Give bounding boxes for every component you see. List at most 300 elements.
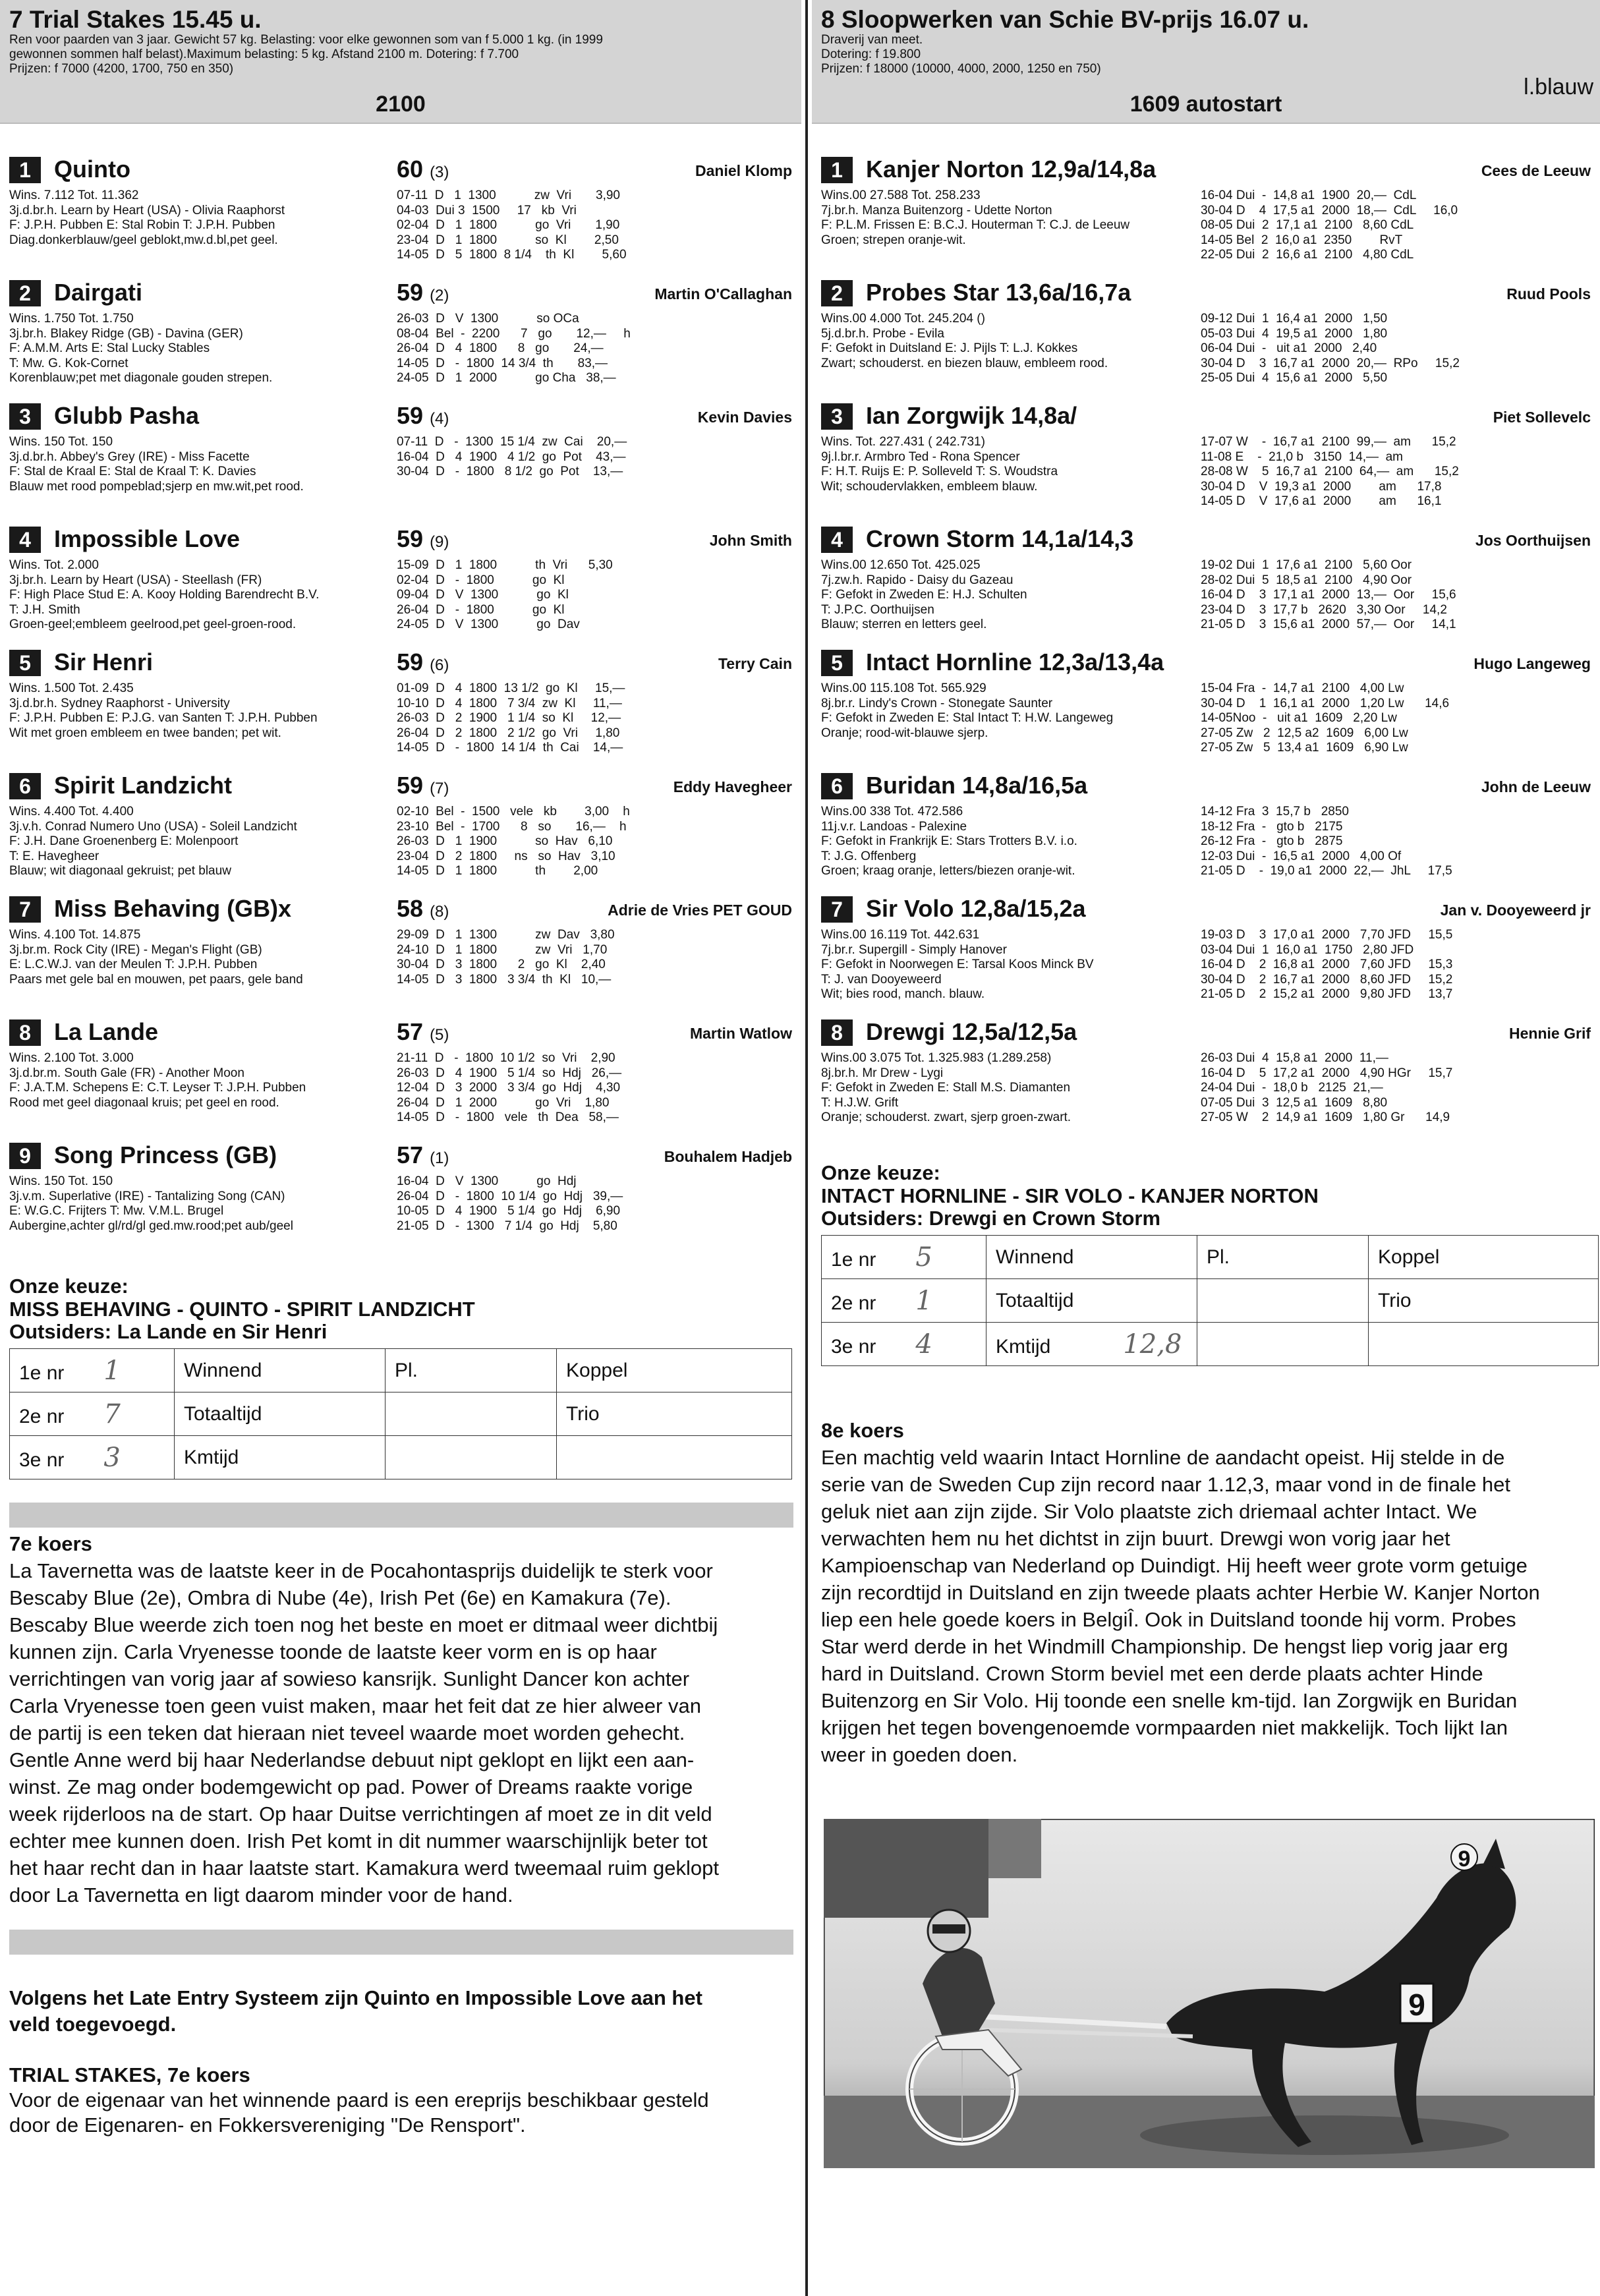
post-number: 3 bbox=[821, 403, 853, 430]
row-label-text: 2e nr bbox=[831, 1292, 876, 1314]
our-pick-right bbox=[812, 1161, 1600, 1366]
row-label bbox=[10, 1436, 175, 1479]
article-line: Kampioenschap van Nederland op Duindigt. Hij heeft weer grote vorm getuige bbox=[821, 1554, 1528, 1577]
article-line: kunnen zijn. Carla Vryenesse toonde de laatste keer vorm en is op haar bbox=[9, 1640, 657, 1663]
weight-value: 59 bbox=[397, 648, 424, 675]
detail-line: F: H.T. Ruijs E: P. Solleveld T: S. Woudstra bbox=[821, 465, 1058, 478]
trial-line: Voor de eigenaar van het winnende paard is een ereprijs beschikbaar gesteld bbox=[9, 2088, 709, 2111]
row-pl: Pl. bbox=[386, 1349, 557, 1392]
bib-number: 9 bbox=[1408, 1988, 1425, 2022]
row-extra bbox=[557, 1436, 792, 1479]
late-entry-note bbox=[0, 1985, 801, 2038]
detail-line: Blauw; sterren en letters geel. bbox=[821, 617, 987, 631]
article-line: week rijderloos na de start. Op haar Duitse verrichtingen af moet ze in dit veld bbox=[9, 1802, 712, 1825]
horse-entry bbox=[0, 521, 801, 645]
row-field-text: Kmtijd bbox=[184, 1446, 239, 1468]
horse-name: Drewgi 12,5a/12,5a bbox=[866, 1018, 1077, 1045]
jockey-name: Eddy Havegheer bbox=[673, 778, 792, 795]
pick-title: Onze keuze: bbox=[821, 1161, 940, 1184]
detail-line: Wins.00 12.650 Tot. 425.025 bbox=[821, 558, 981, 572]
article-7e-koers bbox=[0, 1530, 801, 1909]
pick-title: Onze keuze: bbox=[9, 1275, 129, 1298]
form-row: 16-04 Dui - 14,8 a1 1900 20,— CdL bbox=[1201, 188, 1417, 202]
detail-line: T: H.J.W. Grift bbox=[821, 1095, 899, 1110]
race-info-line: Draverij van meet. bbox=[821, 33, 923, 47]
race-info-line: Prijzen: f 18000 (10000, 4000, 2000, 1250 en 750) bbox=[821, 62, 1101, 76]
horse-weight bbox=[397, 402, 449, 430]
row-field bbox=[986, 1279, 1197, 1323]
form-row: 27-05 Zw 2 12,5 a2 1609 6,00 Lw bbox=[1201, 726, 1408, 740]
horse-entry bbox=[0, 275, 801, 398]
form-row: 16-04 D 2 16,8 a1 2000 7,60 JFD 15,3 bbox=[1201, 958, 1453, 971]
row-pl bbox=[1197, 1279, 1369, 1323]
form-row: 23-10 Bel - 1700 8 so 16,— h bbox=[397, 819, 627, 834]
post-number: 5 bbox=[821, 650, 853, 676]
horse-entry bbox=[0, 768, 801, 891]
form-row: 26-04 D - 1800 10 1/4 go Hdj 39,— bbox=[397, 1189, 623, 1203]
article-line: verwachten hem nu het dichtst in zijn buurt. Drewgi won vorig jaar het bbox=[821, 1527, 1450, 1550]
detail-line: 8j.br.h. Mr Drew - Lygi bbox=[821, 1066, 944, 1080]
row-extra: Koppel bbox=[557, 1349, 792, 1392]
form-row: 14-05 D 5 1800 8 1/4 th Kl 5,60 bbox=[397, 248, 627, 262]
detail-line: Wins. 4.400 Tot. 4.400 bbox=[9, 805, 134, 818]
form-row: 24-05 D 1 2000 go Cha 38,— bbox=[397, 371, 616, 385]
head-number: 9 bbox=[1458, 1847, 1471, 1872]
form-table bbox=[397, 188, 627, 263]
detail-line: 9j.l.br.r. Armbro Ted - Rona Spencer bbox=[821, 449, 1020, 464]
horse-details bbox=[9, 681, 391, 741]
race-info-line: Prijzen: f 7000 (4200, 1700, 750 en 350) bbox=[9, 62, 234, 76]
horse-details bbox=[821, 928, 1203, 1002]
form-row: 25-05 Dui 4 15,6 a1 2000 5,50 bbox=[1201, 371, 1388, 385]
form-table bbox=[1201, 188, 1458, 263]
row-extra bbox=[1369, 1323, 1599, 1366]
horse-entry bbox=[812, 1014, 1600, 1137]
article-line: serie van de Sweden Cup zijn record naar 1.12,3, maar vond in de finale het bbox=[821, 1473, 1511, 1496]
horse-name: Ian Zorgwijk 14,8a/ bbox=[866, 402, 1077, 429]
detail-line: Wins.00 338 Tot. 472.586 bbox=[821, 805, 963, 818]
horse-weight bbox=[397, 279, 449, 306]
article-line: Star werd derde in het Windmill Championship. De hengst liep vorig jaar erg bbox=[821, 1635, 1508, 1658]
form-row: 21-11 D - 1800 10 1/2 so Vri 2,90 bbox=[397, 1051, 615, 1065]
form-row: 14-05 D 1 1800 th 2,00 bbox=[397, 864, 598, 878]
article-line: echter mee kunnen doen. Irish Pet komt in dit nummer waarschijnlijk beter tot bbox=[9, 1829, 708, 1852]
race-title: 7 Trial Stakes 15.45 u. bbox=[9, 6, 262, 33]
detail-line: Aubergine,achter gl/rd/gl ged.mw.rood;pet aub/geel bbox=[9, 1219, 293, 1233]
handwritten-number: 3 bbox=[103, 1442, 121, 1473]
detail-line: 7j.br.r. Supergill - Simply Hanover bbox=[821, 942, 1007, 957]
form-row: 15-09 D 1 1800 th Vri 5,30 bbox=[397, 558, 613, 572]
detail-line: Wins. Tot. 227.431 ( 242.731) bbox=[821, 435, 985, 449]
detail-line: Wins.00 3.075 Tot. 1.325.983 (1.289.258) bbox=[821, 1051, 1052, 1065]
pick-text: MISS BEHAVING - QUINTO - SPIRIT LANDZICHT bbox=[9, 1298, 475, 1321]
detail-line: Blauw met rood pompeblad;sjerp en mw.wit,pet rood. bbox=[9, 479, 304, 494]
detail-line: Diag.donkerblauw/geel geblokt,mw.d.bl,pet geel. bbox=[9, 233, 278, 247]
detail-line: Wit; bies rood, manch. blauw. bbox=[821, 987, 985, 1001]
form-row: 11-08 E - 21,0 b 3150 14,— am bbox=[1201, 449, 1403, 464]
detail-line: Wins.00 4.000 Tot. 245.204 () bbox=[821, 312, 985, 326]
horse-name: Impossible Love bbox=[54, 525, 241, 552]
form-table bbox=[1201, 928, 1452, 1002]
article-line: verrichtingen van vorig jaar af sowieso kansrijk. Sunlight Dancer kon achter bbox=[9, 1667, 690, 1690]
jockey-name: Cees de Leeuw bbox=[1481, 162, 1591, 179]
article-line: Carla Vryenesse toen geen vuist maken, maar het feit dat ze hier alweer van bbox=[9, 1694, 701, 1717]
jockey-name: John de Leeuw bbox=[1481, 778, 1591, 795]
article-line: weer in goeden doen. bbox=[821, 1743, 1018, 1766]
form-row: 07-11 D 1 1300 zw Vri 3,90 bbox=[397, 188, 620, 202]
horse-details bbox=[9, 805, 391, 879]
form-table bbox=[1201, 435, 1459, 509]
form-row: 26-03 D 4 1900 5 1/4 so Hdj 26,— bbox=[397, 1066, 622, 1080]
horse-details bbox=[9, 435, 391, 494]
detail-line: 3j.d.br.m. South Gale (FR) - Another Moon bbox=[9, 1066, 244, 1080]
detail-line: 3j.br.m. Rock City (IRE) - Megan's Flight (GB) bbox=[9, 942, 262, 957]
row-extra: Trio bbox=[557, 1392, 792, 1436]
detail-line: Rood met geel diagonaal kruis; pet geel en rood. bbox=[9, 1095, 279, 1110]
post-number: 1 bbox=[821, 157, 853, 183]
form-row: 16-04 D V 1300 go Hdj bbox=[397, 1174, 577, 1188]
row-field bbox=[175, 1349, 386, 1392]
form-row: 21-05 D - 1300 7 1/4 go Hdj 5,80 bbox=[397, 1219, 617, 1233]
horse-entry bbox=[0, 398, 801, 521]
form-row: 16-04 D 3 17,1 a1 2000 13,— Oor 15,6 bbox=[1201, 588, 1456, 602]
post-number: 6 bbox=[821, 773, 853, 799]
form-row: 24-04 Dui - 18,0 b 2125 21,— bbox=[1201, 1081, 1383, 1095]
article-heading: 7e koers bbox=[9, 1532, 92, 1555]
detail-line: 3j.br.h. Learn by Heart (USA) - Steellash (FR) bbox=[9, 573, 262, 587]
horse-details bbox=[9, 312, 391, 386]
detail-line: Wins. Tot. 2.000 bbox=[9, 558, 99, 572]
form-row: 09-12 Dui 1 16,4 a1 2000 1,50 bbox=[1201, 312, 1388, 326]
jockey-name: Daniel Klomp bbox=[695, 162, 792, 179]
handwritten-number: 4 bbox=[915, 1329, 932, 1360]
jockey-name: Terry Cain bbox=[718, 655, 792, 672]
form-row: 08-05 Dui 2 17,1 a1 2100 8,60 CdL bbox=[1201, 218, 1414, 232]
horse-details bbox=[821, 805, 1203, 879]
detail-line: F: J.P.H. Pubben E: P.J.G. van Santen T: J.P.H. Pubben bbox=[9, 711, 318, 725]
draw-number: (8) bbox=[430, 903, 449, 921]
form-row: 30-04 D V 19,3 a1 2000 am 17,8 bbox=[1201, 479, 1442, 494]
detail-line: Oranje; rood-wit-blauwe sjerp. bbox=[821, 726, 988, 740]
detail-line: 7j.zw.h. Rapido - Daisy du Gazeau bbox=[821, 573, 1014, 587]
detail-line: 5j.d.br.h. Probe - Evila bbox=[821, 326, 944, 341]
post-number: 7 bbox=[821, 896, 853, 923]
form-row: 14-05 D - 1800 vele th Dea 58,— bbox=[397, 1110, 619, 1124]
detail-line: F: Gefokt in Noorwegen E: Tarsal Koos Minck BV bbox=[821, 958, 1094, 971]
jockey-name: Kevin Davies bbox=[697, 409, 792, 426]
detail-line: 8j.br.r. Lindy's Crown - Stonegate Saunter bbox=[821, 696, 1053, 710]
horse-name: Sir Volo 12,8a/15,2a bbox=[866, 895, 1086, 922]
section-bar bbox=[9, 1503, 793, 1528]
jockey-name: Hennie Grif bbox=[1509, 1025, 1591, 1042]
horse-weight bbox=[397, 772, 449, 799]
result-row bbox=[822, 1236, 1599, 1279]
form-table bbox=[397, 1174, 623, 1234]
article-line: winst. Ze mag onder bodemgewicht op pad. Power of Dreams raakte vorige bbox=[9, 1775, 693, 1798]
post-number: 4 bbox=[9, 527, 41, 553]
weight-value: 59 bbox=[397, 772, 424, 799]
horse-details bbox=[9, 928, 391, 987]
detail-line: F: J.P.H. Pubben E: Stal Robin T: J.P.H. Pubben bbox=[9, 218, 275, 232]
form-row: 08-04 Bel - 2200 7 go 12,— h bbox=[397, 326, 631, 341]
draw-number: (2) bbox=[430, 287, 449, 304]
section-bar bbox=[9, 1930, 793, 1955]
horse-details bbox=[9, 1051, 391, 1110]
race-header-7 bbox=[0, 0, 801, 124]
form-row: 02-04 D - 1800 go Kl bbox=[397, 573, 565, 587]
horse-entry bbox=[812, 275, 1600, 398]
horse-list bbox=[0, 152, 801, 1261]
form-table bbox=[1201, 558, 1456, 633]
draw-number: (1) bbox=[430, 1149, 449, 1167]
form-row: 26-03 Dui 4 15,8 a1 2000 11,— bbox=[1201, 1051, 1388, 1065]
result-table bbox=[9, 1348, 792, 1479]
detail-line: F: Stal de Kraal E: Stal de Kraal T: K. Davies bbox=[9, 465, 256, 478]
post-number: 9 bbox=[9, 1143, 41, 1169]
result-row bbox=[822, 1323, 1599, 1366]
horse-name: Probes Star 13,6a/16,7a bbox=[866, 279, 1131, 306]
draw-number: (4) bbox=[430, 410, 449, 428]
detail-line: 3j.d.br.h. Abbey's Grey (IRE) - Miss Facette bbox=[9, 449, 250, 464]
detail-line: T: J.H. Smith bbox=[9, 602, 80, 617]
horse-weight bbox=[397, 156, 449, 183]
article-line: Bescaby Blue (2e), Ombra di Nube (4e), Irish Pet (6e) en Kamakura (7e). bbox=[9, 1586, 671, 1609]
horse-entry bbox=[0, 1014, 801, 1137]
row-field-text: Totaaltijd bbox=[184, 1402, 262, 1425]
horse-details bbox=[821, 435, 1203, 494]
form-row: 22-05 Dui 2 16,6 a1 2100 4,80 CdL bbox=[1201, 248, 1414, 262]
jockey-name: Adrie de Vries PET GOUD bbox=[608, 902, 792, 919]
form-row: 30-04 D 4 17,5 a1 2000 18,— CdL 16,0 bbox=[1201, 203, 1458, 217]
form-table bbox=[397, 928, 615, 987]
detail-line: Wins.00 27.588 Tot. 258.233 bbox=[821, 188, 981, 202]
right-column bbox=[812, 0, 1600, 2296]
detail-line: E: W.G.C. Frijters T: Mw. V.M.L. Brugel bbox=[9, 1204, 224, 1218]
detail-line: Wins.00 16.119 Tot. 442.631 bbox=[821, 928, 980, 942]
form-row: 09-04 D V 1300 go Kl bbox=[397, 588, 569, 602]
form-table bbox=[397, 1051, 621, 1126]
detail-line: Wins. 1.750 Tot. 1.750 bbox=[9, 312, 134, 326]
handwritten-time: 12,8 bbox=[1123, 1329, 1182, 1360]
form-row: 14-05 D - 1800 14 3/4 th 83,— bbox=[397, 356, 608, 370]
jockey-name: Bouhalem Hadjeb bbox=[664, 1148, 792, 1165]
race-info-line: Dotering: f 19.800 bbox=[821, 47, 921, 61]
form-row: 30-04 D 3 1800 2 go Kl 2,40 bbox=[397, 958, 606, 971]
form-row: 16-04 D 4 1900 4 1/2 go Pot 43,— bbox=[397, 449, 626, 464]
article-line: Bescaby Blue weerde zich toen nog het beste en moet er ditmaal weer dichtbij bbox=[9, 1613, 718, 1636]
result-row bbox=[822, 1279, 1599, 1323]
form-row: 12-04 D 3 2000 3 3/4 go Hdj 4,30 bbox=[397, 1081, 621, 1095]
weight-value: 59 bbox=[397, 402, 424, 429]
detail-line: F: J.H. Dane Groenenberg E: Molenpoort bbox=[9, 834, 239, 848]
detail-line: F: Gefokt in Zweden E: Stal Intact T: H.W. Langeweg bbox=[821, 711, 1114, 725]
detail-line: Wit met groen embleem en twee banden; pet wit. bbox=[9, 726, 281, 740]
detail-line: F: Gefokt in Zweden E: Stall M.S. Diamanten bbox=[821, 1081, 1071, 1095]
horse-entry bbox=[0, 645, 801, 768]
article-8e-koers bbox=[812, 1417, 1600, 1768]
detail-line: T: J. van Dooyeweerd bbox=[821, 972, 942, 987]
detail-line: Wins.00 115.108 Tot. 565.929 bbox=[821, 681, 986, 695]
form-row: 21-05 D 2 15,2 a1 2000 9,80 JFD 13,7 bbox=[1201, 987, 1453, 1001]
form-table bbox=[397, 312, 631, 386]
form-row: 19-03 D 3 17,0 a1 2000 7,70 JFD 15,5 bbox=[1201, 928, 1453, 942]
jockey-name: Martin Watlow bbox=[689, 1025, 792, 1042]
row-field bbox=[986, 1236, 1197, 1279]
late-entry-line: Volgens het Late Entry Systeem zijn Quinto en Impossible Love aan het bbox=[9, 1986, 702, 2009]
form-row: 23-04 D 1 1800 so Kl 2,50 bbox=[397, 233, 619, 247]
article-line: La Tavernetta was de laatste keer in de Pocahontasprijs duidelijk te sterk voor bbox=[9, 1559, 713, 1582]
form-row: 24-10 D 1 1800 zw Vri 1,70 bbox=[397, 942, 608, 957]
detail-line: 3j.br.h. Blakey Ridge (GB) - Davina (GER) bbox=[9, 326, 243, 341]
form-row: 28-08 W 5 16,7 a1 2100 64,— am 15,2 bbox=[1201, 465, 1459, 478]
post-number: 8 bbox=[821, 1019, 853, 1046]
form-row: 27-05 Zw 5 13,4 a1 1609 6,90 Lw bbox=[1201, 741, 1408, 755]
article-line: Gentle Anne werd bij haar Nederlandse debuut nipt geklopt en lijkt een aan- bbox=[9, 1748, 695, 1771]
detail-line: T: Mw. G. Kok-Cornet bbox=[9, 356, 129, 370]
detail-line: 3j.d.br.h. Sydney Raaphorst - University bbox=[9, 696, 230, 710]
horse-name: La Lande bbox=[54, 1018, 159, 1045]
post-number: 4 bbox=[821, 527, 853, 553]
row-field bbox=[175, 1436, 386, 1479]
post-number: 2 bbox=[9, 280, 41, 306]
horse-entry bbox=[0, 891, 801, 1014]
weight-value: 57 bbox=[397, 1018, 424, 1045]
form-row: 26-04 D 4 1800 8 go 24,— bbox=[397, 341, 604, 355]
form-row: 21-05 D 3 15,6 a1 2000 57,— Oor 14,1 bbox=[1201, 617, 1456, 631]
form-row: 14-12 Fra 3 15,7 b 2850 bbox=[1201, 805, 1349, 818]
article-line: krijgen het tegen bovengenoemde vormpaarden niet makkelijk. Toch lijkt Ian bbox=[821, 1716, 1508, 1739]
row-label bbox=[10, 1349, 175, 1392]
detail-line: 3j.v.m. Superlative (IRE) - Tantalizing Song (CAN) bbox=[9, 1189, 285, 1203]
jockey-name: John Smith bbox=[709, 532, 792, 549]
row-label-text: 2e nr bbox=[19, 1405, 65, 1427]
form-row: 16-04 D 5 17,2 a1 2000 4,90 HGr 15,7 bbox=[1201, 1066, 1453, 1080]
post-number: 2 bbox=[821, 280, 853, 306]
row-label-text: 3e nr bbox=[831, 1335, 876, 1358]
weight-value: 59 bbox=[397, 279, 424, 306]
jockey-name: Hugo Langeweg bbox=[1473, 655, 1591, 672]
draw-number: (3) bbox=[430, 163, 449, 181]
form-row: 26-04 D 2 1800 2 1/2 go Vri 1,80 bbox=[397, 726, 620, 740]
result-row bbox=[10, 1392, 792, 1436]
race-photo bbox=[824, 1819, 1595, 2168]
form-row: 10-05 D 4 1900 5 1/4 go Hdj 6,90 bbox=[397, 1204, 621, 1218]
row-field-text: Totaaltijd bbox=[996, 1289, 1074, 1311]
horse-weight bbox=[397, 895, 449, 923]
detail-line: F: J.A.T.M. Schepens E: C.T. Leyser T: J.P.H. Pubben bbox=[9, 1081, 306, 1095]
form-row: 05-03 Dui 4 19,5 a1 2000 1,80 bbox=[1201, 326, 1388, 341]
handwritten-number: 5 bbox=[915, 1242, 932, 1273]
detail-line: F: P.L.M. Frissen E: B.C.J. Houterman T: C.J. de Leeuw bbox=[821, 218, 1130, 232]
form-row: 02-10 Bel - 1500 vele kb 3,00 h bbox=[397, 805, 630, 818]
form-row: 10-10 D 4 1800 7 3/4 zw Kl 11,— bbox=[397, 696, 622, 710]
post-number: 3 bbox=[9, 403, 41, 430]
detail-line: Korenblauw;pet met diagonale gouden strepen. bbox=[9, 371, 273, 385]
horse-entry bbox=[812, 768, 1600, 891]
article-line: Buitenzorg en Sir Volo. Hij toonde een snelle km-tijd. Ian Zorgwijk en Buridan bbox=[821, 1689, 1518, 1712]
horse-details bbox=[9, 558, 391, 633]
result-table bbox=[821, 1235, 1599, 1366]
form-row: 07-05 Dui 3 12,5 a1 1609 8,80 bbox=[1201, 1095, 1388, 1110]
form-row: 14-05 D 3 1800 3 3/4 th Kl 10,— bbox=[397, 972, 612, 987]
detail-line: T: J.G. Offenberg bbox=[821, 849, 917, 863]
article-line: door La Tavernetta en ligt daarom minder voor de hand. bbox=[9, 1883, 513, 1907]
detail-line: Paars met gele bal en mouwen, pet paars, gele band bbox=[9, 972, 303, 987]
form-row: 23-04 D 3 17,7 b 2620 3,30 Oor 14,2 bbox=[1201, 602, 1447, 617]
detail-line: Wins. 7.112 Tot. 11.362 bbox=[9, 188, 139, 202]
form-row: 30-04 D 1 16,1 a1 2000 1,20 Lw 14,6 bbox=[1201, 696, 1450, 710]
row-label bbox=[10, 1392, 175, 1436]
trial-line: door de Eigenaren- en Fokkersvereniging "De Rensport". bbox=[9, 2113, 526, 2137]
post-number: 7 bbox=[9, 896, 41, 923]
horse-name: Quinto bbox=[54, 156, 130, 183]
row-field-text: Kmtijd bbox=[996, 1335, 1051, 1358]
draw-number: (9) bbox=[430, 533, 449, 551]
row-extra: Trio bbox=[1369, 1279, 1599, 1323]
horse-weight bbox=[397, 648, 449, 676]
result-row bbox=[10, 1349, 792, 1392]
form-row: 26-03 D 2 1900 1 1/4 so Kl 12,— bbox=[397, 711, 621, 725]
handwritten-number: 1 bbox=[103, 1355, 121, 1386]
outsiders-text: Outsiders: Drewgi en Crown Storm bbox=[821, 1207, 1161, 1230]
horse-name: Buridan 14,8a/16,5a bbox=[866, 772, 1088, 799]
horse-entry bbox=[0, 152, 801, 275]
race-distance: 1609 autostart bbox=[1129, 92, 1282, 117]
detail-line: Wins. 150 Tot. 150 bbox=[9, 1174, 113, 1188]
detail-line: F: Gefokt in Zweden E: H.J. Schulten bbox=[821, 588, 1027, 602]
row-field-text: Winnend bbox=[184, 1359, 262, 1381]
form-row: 28-02 Dui 5 18,5 a1 2100 4,90 Oor bbox=[1201, 573, 1412, 587]
form-row: 21-05 D - 19,0 a1 2000 22,— JhL 17,5 bbox=[1201, 864, 1452, 878]
form-row: 15-04 Fra - 14,7 a1 2100 4,00 Lw bbox=[1201, 681, 1404, 695]
row-field bbox=[986, 1323, 1197, 1366]
detail-line: F: Gefokt in Duitsland E: J. Pijls T: L.J. Kokkes bbox=[821, 341, 1078, 355]
race-title: 8 Sloopwerken van Schie BV-prijs 16.07 u. bbox=[821, 6, 1309, 33]
horse-details bbox=[9, 188, 391, 248]
form-table bbox=[1201, 1051, 1452, 1126]
row-label-text: 3e nr bbox=[19, 1449, 65, 1471]
our-pick-left bbox=[0, 1275, 801, 1479]
article-line: Een machtig veld waarin Intact Hornline de aandacht opeist. Hij stelde in de bbox=[821, 1446, 1505, 1469]
article-line: het haar recht dan in haar laatste start. Kamakura werd tweemaal ruim geklopt bbox=[9, 1856, 719, 1880]
form-table bbox=[397, 558, 613, 633]
result-row bbox=[10, 1436, 792, 1479]
detail-line: 7j.br.h. Manza Buitenzorg - Udette Norton bbox=[821, 203, 1052, 217]
form-row: 30-04 D - 1800 8 1/2 go Pot 13,— bbox=[397, 465, 623, 478]
jockey-name: Piet Sollevelc bbox=[1493, 409, 1591, 426]
article-line: zijn recordtijd in Duitsland en zijn tweede plaats achter Herbie W. Kanjer Norton bbox=[821, 1581, 1540, 1604]
trial-stakes-note bbox=[0, 2063, 801, 2138]
form-row: 18-12 Fra - gto b 2175 bbox=[1201, 819, 1343, 834]
outsiders-text: Outsiders: La Lande en Sir Henri bbox=[9, 1320, 328, 1343]
form-row: 19-02 Dui 1 17,6 a1 2100 5,60 Oor bbox=[1201, 558, 1412, 572]
row-extra: Koppel bbox=[1369, 1236, 1599, 1279]
jockey-name: Ruud Pools bbox=[1506, 285, 1591, 302]
detail-line: T: J.P.C. Oorthuijsen bbox=[821, 602, 934, 617]
horse-entry bbox=[812, 521, 1600, 645]
form-row: 03-04 Dui 1 16,0 a1 1750 2,80 JFD bbox=[1201, 942, 1414, 957]
form-row: 27-05 W 2 14,9 a1 1609 1,80 Gr 14,9 bbox=[1201, 1110, 1450, 1124]
form-row: 30-04 D 2 16,7 a1 2000 8,60 JFD 15,2 bbox=[1201, 972, 1453, 987]
detail-line: 3j.v.h. Conrad Numero Uno (USA) - Soleil Landzicht bbox=[9, 819, 297, 834]
detail-line: 3j.d.br.h. Learn by Heart (USA) - Olivia Raaphorst bbox=[9, 203, 285, 217]
detail-line: F: High Place Stud E: A. Kooy Holding Barendrecht B.V. bbox=[9, 588, 320, 602]
post-number: 5 bbox=[9, 650, 41, 676]
form-row: 06-04 Dui - uit a1 2000 2,40 bbox=[1201, 341, 1377, 355]
form-row: 23-04 D 2 1800 ns so Hav 3,10 bbox=[397, 849, 615, 863]
form-row: 30-04 D 3 16,7 a1 2000 20,— RPo 15,2 bbox=[1201, 356, 1460, 370]
draw-number: (5) bbox=[430, 1026, 449, 1044]
